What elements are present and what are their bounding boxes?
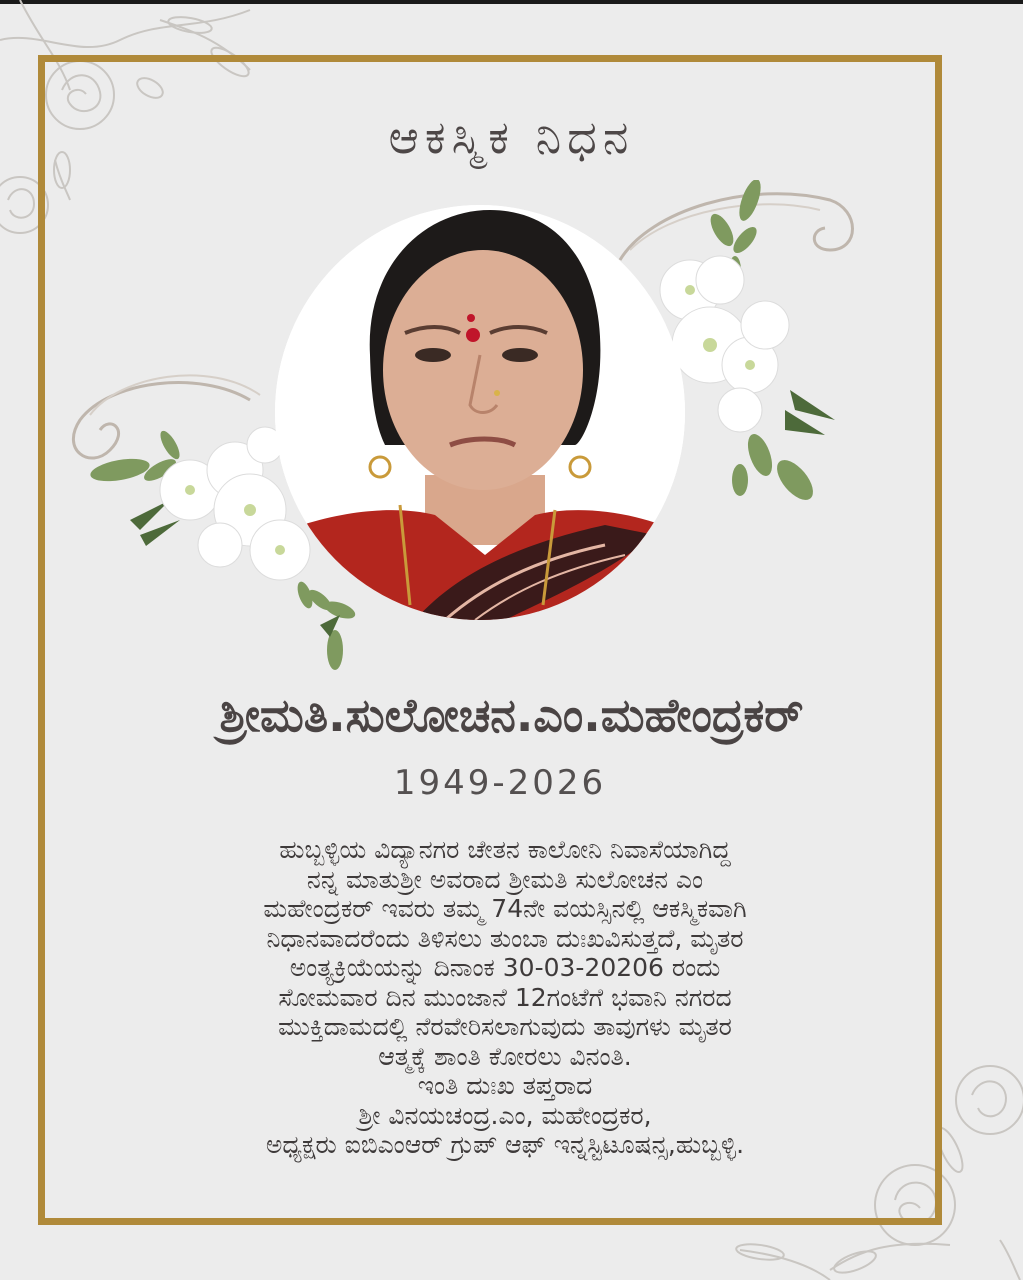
message-line: ನನ್ನ ಮಾತುಶ್ರೀ ಅವರಾದ ಶ್ರೀಮತಿ ಸುಲೋಚನ ಎಂ [306, 864, 704, 894]
obituary-message [110, 835, 900, 1160]
life-years: 1949-2026 [393, 763, 607, 803]
deceased-name: ಶ್ರೀಮತಿ.ಸುಲೋಚನ.ಎಂ.ಮಹೇಂದ್ರಕರ್ [219, 688, 804, 742]
message-line: ಮಹೇಂದ್ರಕರ್ ಇವರು ತಮ್ಮ 74ನೇ ವಯಸ್ಸಿನಲ್ಲಿ ಆಕಸ್ಮಿಕವಾಗಿ [263, 894, 747, 923]
message-line: ಅಂತ್ಯಕ್ರಿಯೆಯನ್ನು ದಿನಾಂಕ 30-03-20206 ರಂದು [289, 953, 721, 982]
message-line: ಶ್ರೀ ವಿನಯಚಂದ್ರ.ಎಂ, ಮಹೇಂದ್ರಕರ, [358, 1100, 652, 1130]
message-line: ನಿಧಾನವಾದರೆಂದು ತಿಳಿಸಲು ತುಂಬಾ ದುಃಖವಿಸುತ್ತದೆ, ಮೃತರ [266, 923, 744, 953]
message-line: ಮುಕ್ತಿದಾಮದಲ್ಲಿ ನೆರವೇರಿಸಲಾಗುವುದು ತಾವುಗಳು ಮೃತರ [278, 1012, 732, 1041]
message-line: ಸೋಮವಾರ ದಿನ ಮುಂಜಾನೆ 12ಗಂಟೆಗೆ ಭವಾನಿ ನಗರದ [278, 982, 732, 1012]
message-line: ಅಧ್ಯಕ್ಷರು ಐಬಿಎಂಆರ್ ಗ್ರುಪ್ ಆಫ್ ಇನ್ನಸ್ಟಿಟೂಷನ್ಸ,ಹುಬ್ಬಳ್ಳಿ. [265, 1130, 745, 1159]
portrait-illustration [275, 205, 685, 620]
portrait-photo [275, 205, 685, 620]
message-line: ಇಂತಿ ದುಃಖ ತಪ್ತರಾದ [417, 1071, 593, 1100]
message-line: ಆತ್ಮಕ್ಕೆ ಶಾಂತಿ ಕೋರಲು ವಿನಂತಿ. [378, 1041, 632, 1071]
message-line: ಹುಬ್ಬಳ್ಳಿಯ ವಿದ್ಯಾನಗರ ಚೇತನ ಕಾಲೋನಿ ನಿವಾಸೆಯಾಗಿದ್ದ [279, 835, 731, 864]
heading-sudden-demise: ಆಕಸ್ಮಿಕ ನಿಧನ [388, 110, 635, 164]
